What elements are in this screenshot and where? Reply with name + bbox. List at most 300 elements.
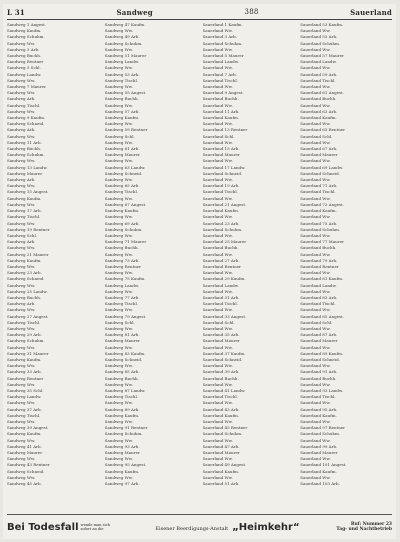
directory-entry: Sandweg Arb.: [7, 301, 36, 307]
directory-entry: Sandweg 77 Arb.: [104, 294, 140, 300]
column-3: [203, 22, 295, 514]
directory-entry: Sandweg Schuhm.: [104, 40, 143, 46]
directory-entry: Sandweg 15 Angest.: [7, 189, 49, 195]
directory-entry: Sauerland Ww.: [202, 474, 233, 480]
directory-entry: Sandweg 39 Angest.: [7, 425, 49, 431]
directory-entry: Sandweg 27 Angest.: [7, 313, 49, 319]
directory-entry: Sauerland Ww.: [300, 325, 331, 331]
page-header: [7, 6, 392, 18]
directory-entry: Sandweg 87 Landw.: [104, 387, 146, 393]
directory-entry: Sandweg Maurer: [104, 338, 140, 344]
directory-entry: Sauerland Schuhm.: [300, 226, 341, 232]
directory-entry: Sauerland Kaufm.: [300, 468, 337, 474]
directory-entry: Sandweg Ww.: [7, 363, 36, 369]
column-1: [7, 22, 99, 514]
directory-entry: Sandweg Landw.: [104, 59, 140, 65]
directory-entry: Sauerland 21 Angest.: [202, 201, 247, 207]
footer-phone: Ruf: Nummer 23: [350, 522, 392, 527]
directory-entry: Sandweg Schneid.: [104, 356, 143, 362]
directory-entry: Sauerland 101 Angest.: [300, 462, 347, 468]
directory-entry: Sandweg Kaufm.: [104, 468, 140, 474]
directory-entry: Sauerland Ww.: [300, 363, 331, 369]
directory-entry: Sauerland Ww.: [202, 270, 233, 276]
directory-entry: Sauerland Ww.: [300, 65, 331, 71]
directory-entry: Sauerland 59 Arb.: [300, 71, 338, 77]
directory-entry: Sauerland Ww.: [202, 121, 233, 127]
footer-headline: Bei Todesfall: [7, 521, 79, 533]
directory-entry: Sandweg Maurer: [7, 450, 43, 456]
directory-entry: Sauerland 31 Arb.: [202, 294, 240, 300]
directory-entry: Sandweg Ww.: [7, 325, 36, 331]
directory-entry: Sauerland Ww.: [300, 28, 331, 34]
directory-entry: Sauerland 29 Kaufm.: [202, 276, 246, 282]
directory-entry: Sauerland Ww.: [202, 28, 233, 34]
directory-entry: Sauerland Kaufm.: [202, 468, 240, 474]
directory-entry: Sandweg 75 Kaufm.: [104, 276, 146, 282]
directory-entry: Sauerland Ww.: [300, 232, 331, 238]
directory-entry: Sauerland 17 Landw.: [202, 164, 246, 170]
directory-entry: Sauerland Ww.: [300, 251, 331, 257]
directory-entry: Sauerland Buchh.: [300, 245, 337, 251]
directory-entry: Sauerland Tischl.: [202, 301, 238, 307]
footer-company: [155, 522, 299, 533]
directory-entry: Sandweg Ww.: [104, 288, 133, 294]
directory-entry: Sandweg Buchh.: [7, 53, 42, 59]
footer-small-text: wende man sich sofort an die: [80, 523, 110, 531]
directory-entry: Sauerland 81 Kaufm.: [300, 276, 344, 282]
directory-entry: Sauerland Rentner: [202, 263, 241, 269]
directory-entry: Sauerland Schuhm.: [300, 40, 341, 46]
directory-entry: Sandweg Kaufm.: [104, 115, 140, 121]
directory-entry: Sauerland Kaufm.: [300, 412, 337, 418]
directory-entry: Sandweg 29 Arb.: [7, 332, 42, 338]
directory-entry: Sauerland Tischl.: [300, 394, 336, 400]
directory-entry: Sauerland Ww.: [300, 121, 331, 127]
directory-entry: Sandweg 43 Rentner: [7, 462, 50, 468]
directory-entry: Sauerland Ww.: [202, 400, 233, 406]
directory-entry: Sauerland Kaufm.: [202, 208, 240, 214]
directory-entry: Sandweg Maurer: [104, 152, 140, 158]
directory-entry: Sauerland 57 Maurer: [300, 53, 344, 59]
directory-entry: Sandweg Buchh.: [104, 375, 139, 381]
directory-entry: Sandweg 71 Maurer: [104, 239, 147, 245]
directory-entry: Sandweg Schuhm.: [104, 431, 143, 437]
directory-entry: Sauerland Ww.: [300, 139, 331, 145]
directory-entry: Sauerland Ww.: [300, 177, 331, 183]
directory-entry: Sandweg Ww.: [7, 263, 36, 269]
directory-entry: Sauerland 55 Arb.: [300, 34, 338, 40]
directory-entry: Sandweg 41 Arb.: [7, 443, 42, 449]
directory-entry: Sauerland Maurer: [300, 152, 338, 158]
directory-entry: Sandweg Tischl.: [104, 77, 139, 83]
directory-entry: Sauerland Maurer: [300, 450, 338, 456]
directory-entry: Sauerland 33 Angest.: [202, 313, 247, 319]
directory-entry: Sauerland Kaufm.: [202, 412, 240, 418]
directory-entry: Sauerland Ww.: [300, 456, 331, 462]
directory-entry: Sauerland Ww.: [202, 177, 233, 183]
directory-entry: Sandweg Ww.: [7, 90, 36, 96]
directory-entry: Sandweg 61 Arb.: [104, 146, 140, 152]
directory-entry: Sauerland 73 Angest.: [300, 201, 344, 207]
directory-entry: Sauerland Maurer: [202, 450, 240, 456]
directory-entry: Sandweg 83 Kaufm.: [104, 350, 146, 356]
directory-entry: Sandweg Schuhm.: [104, 226, 143, 232]
directory-entry: Sauerland Ww.: [202, 102, 233, 108]
directory-entry: Sandweg 95 Angest.: [104, 462, 147, 468]
directory-entry: Sauerland 23 Arb.: [202, 220, 240, 226]
directory-entry: Sauerland Buchh.: [202, 96, 239, 102]
directory-entry: Sandweg Ww.: [104, 139, 133, 145]
directory-entry: Sandweg Tischl.: [104, 189, 139, 195]
directory-entry: Sauerland Tischl.: [202, 189, 238, 195]
directory-entry: Sandweg Buchh.: [7, 294, 42, 300]
directory-entry: Sandweg Ww.: [7, 77, 36, 83]
directory-entry: Sandweg 91 Rentner: [104, 425, 148, 431]
directory-entry: Sandweg Ww.: [104, 381, 133, 387]
directory-entry: Sandweg Ww.: [7, 40, 36, 46]
directory-entry: Sandweg Ww.: [104, 270, 133, 276]
directory-entry: Sauerland Schl.: [202, 133, 235, 139]
directory-entry: Sauerland Ww.: [202, 65, 233, 71]
directory-entry: Sandweg Ww.: [104, 344, 133, 350]
directory-entry: Sandweg Schuhm.: [7, 338, 45, 344]
directory-entry: Sandweg Schl.: [7, 232, 37, 238]
directory-entry: Sandweg 67 Angest.: [104, 201, 147, 207]
directory-entry: Sauerland 93 Landw.: [300, 387, 344, 393]
directory-entry: Sauerland 51 Arb.: [202, 481, 240, 487]
directory-entry: Sauerland 99 Arb.: [300, 443, 338, 449]
directory-entry: Sandweg Tischl.: [7, 102, 41, 108]
column-4: [300, 22, 392, 514]
directory-entry: Sandweg Tischl.: [7, 319, 41, 325]
footer-hours: Tag- und Nachtbetrieb: [336, 527, 392, 532]
directory-entry: Sauerland Ww.: [300, 288, 331, 294]
directory-entry: Sauerland Buchh.: [202, 375, 239, 381]
directory-entry: Sauerland Ww.: [300, 474, 331, 480]
directory-entry: Sandweg Buchh.: [7, 146, 42, 152]
directory-entry: Sandweg 21 Maurer: [7, 251, 49, 257]
directory-entry: Sauerland Ww.: [300, 214, 331, 220]
directory-entry: Sauerland Ww.: [300, 344, 331, 350]
directory-entry: Sauerland 75 Arb.: [300, 220, 338, 226]
directory-entry: Sauerland 89 Kaufm.: [300, 350, 344, 356]
directory-entry: Sandweg Tischl.: [7, 412, 41, 418]
directory-entry: Sauerland 97 Rentner: [300, 425, 346, 431]
directory-entry: Sandweg 11 Arb.: [7, 139, 42, 145]
directory-entry: Sauerland 83 Arb.: [300, 294, 338, 300]
directory-entry: Sandweg Ww.: [7, 437, 36, 443]
directory-entry: Sandweg 7 Maurer: [7, 84, 46, 90]
directory-entry: Sandweg 65 Arb.: [104, 183, 140, 189]
directory-entry: Sandweg Schneid.: [104, 170, 143, 176]
directory-entry: Sandweg Ww.: [104, 363, 133, 369]
directory-entry: Sauerland Schuhm.: [202, 226, 243, 232]
directory-entry: Sandweg 31 Maurer: [7, 350, 49, 356]
footer-company-prefix: Eisener Beerdigungs-Anstalt: [155, 525, 229, 532]
directory-entry: Sandweg Kaufm.: [7, 28, 42, 34]
directory-entry: Sandweg Ww.: [7, 282, 36, 288]
directory-entry: Sandweg 1 Angest.: [7, 22, 47, 27]
directory-entry: Sandweg 49 Arb.: [104, 34, 140, 40]
directory-entry: Sandweg Ww.: [7, 400, 36, 406]
directory-entry: Sauerland Ww.: [202, 325, 233, 331]
directory-entry: Sauerland Schuhm.: [300, 431, 341, 437]
directory-entry: Sauerland Ww.: [300, 381, 331, 387]
directory-entry: Sandweg Ww.: [7, 307, 36, 313]
directory-entry: Sauerland Ww.: [300, 419, 331, 424]
directory-entry: Sauerland Buchh.: [202, 245, 239, 251]
directory-entry: Sauerland Schneid.: [300, 356, 340, 362]
directory-entry: Sauerland Landw.: [202, 59, 239, 65]
directory-entry: Sauerland Ww.: [202, 195, 233, 201]
directory-entry: Sandweg Ww.: [7, 456, 36, 462]
directory-entry: Sauerland Schuhm.: [202, 431, 243, 437]
directory-entry: Sandweg 97 Arb.: [104, 481, 140, 487]
directory-entry: Sandweg Ww.: [104, 121, 133, 127]
directory-entry: Sauerland Ww.: [202, 46, 233, 52]
directory-entry: Sauerland Buchh.: [300, 96, 337, 102]
directory-entry: Sauerland 5 Maurer: [202, 53, 244, 59]
directory-entry: Sauerland 27 Arb.: [202, 257, 240, 263]
directory-entry: Sauerland Schneid.: [202, 356, 243, 362]
directory-entry: Sandweg Tischl.: [104, 301, 139, 307]
directory-entry: Sandweg Arb.: [7, 177, 36, 183]
directory-entry: Sauerland 41 Landw.: [202, 387, 246, 393]
directory-entry: Sauerland Tischl.: [202, 77, 238, 83]
directory-entry: Sandweg Kaufm.: [7, 356, 42, 362]
directory-entry: Sandweg Landw.: [104, 282, 140, 288]
directory-entry: Sandweg Rentner: [7, 59, 44, 65]
directory-entry: Sauerland Tischl.: [300, 77, 336, 83]
directory-entry: Sandweg Arb.: [7, 127, 36, 133]
directory-entry: Sauerland 63 Arb.: [300, 108, 338, 114]
directory-entry: Sauerland 49 Angest.: [202, 462, 247, 468]
directory-entry: Sauerland Ww.: [300, 46, 331, 52]
directory-entry: Sauerland Kaufm.: [202, 115, 240, 121]
directory-entry: Sandweg 51 Maurer: [104, 53, 147, 59]
directory-entry: Sauerland 91 Arb.: [300, 369, 338, 375]
directory-entry: Sauerland 53 Kaufm.: [300, 22, 344, 27]
directory-entry: Sauerland Tischl.: [300, 301, 336, 307]
directory-entry: Sandweg Ww.: [7, 474, 36, 480]
directory-entry: Sauerland Ww.: [202, 139, 233, 145]
directory-entry: Sandweg Schuhm.: [7, 34, 45, 40]
directory-entry: Sandweg 79 Angest.: [104, 313, 147, 319]
directory-entry: Sauerland 25 Maurer: [202, 239, 247, 245]
directory-entry: Sauerland Tischl.: [202, 394, 238, 400]
directory-entry: Sauerland Maurer: [300, 338, 338, 344]
directory-entry: Sauerland Ww.: [202, 419, 233, 424]
directory-entry: Sandweg 9 Kaufm.: [7, 115, 46, 121]
directory-entry: Sandweg 3 Arb.: [7, 46, 40, 52]
directory-entry: Sandweg 5 Schl.: [7, 65, 41, 71]
directory-entry: Sandweg Ww.: [104, 28, 133, 34]
directory-entry: Sandweg Schneid.: [7, 276, 45, 282]
directory-entry: Sauerland Schl.: [300, 133, 333, 139]
directory-entry: Sandweg Ww.: [104, 307, 133, 313]
directory-entry: Sandweg Kaufm.: [104, 412, 140, 418]
directory-entry: Sauerland Ww.: [202, 307, 233, 313]
directory-entry: Sandweg 17 Arb.: [7, 208, 42, 214]
directory-entry: Sandweg Ww.: [7, 158, 36, 164]
directory-entry: Sauerland 43 Arb.: [202, 406, 240, 412]
directory-entry: Sandweg Rentner: [7, 375, 44, 381]
advertisement-footer: [7, 514, 392, 539]
directory-entry: Sandweg Kaufm.: [7, 195, 42, 201]
directory-entry: Sauerland 15 Arb.: [202, 146, 240, 152]
directory-entry: Sandweg Ww.: [7, 344, 36, 350]
directory-entry: Sandweg Ww.: [104, 177, 133, 183]
header-left: L 31: [7, 7, 25, 17]
directory-entry: Sauerland 1 Kaufm.: [202, 22, 243, 27]
directory-entry: Sauerland 3 Arb.: [202, 34, 238, 40]
directory-entry: Sandweg Schuhm.: [7, 152, 45, 158]
directory-entry: Sandweg 35 Schl.: [7, 387, 44, 393]
directory-entry: Sandweg Ww.: [7, 108, 36, 114]
directory-entry: Sauerland Ww.: [300, 195, 331, 201]
directory-entry: Sauerland 71 Arb.: [300, 183, 338, 189]
directory-entry: Sauerland 39 Arb.: [202, 369, 240, 375]
footer-company-name: „Heimkehr“: [232, 521, 300, 533]
directory-entry: Sandweg 25 Landw.: [7, 288, 48, 294]
footer-left-group: [7, 522, 119, 533]
page-number: 388: [244, 8, 259, 16]
directory-entry: Sauerland 13 Rentner: [202, 127, 248, 133]
directory-entry: Sandweg Schneid.: [7, 121, 45, 127]
directory-entry: Sauerland Ww.: [202, 84, 233, 90]
directory-entry: Sauerland Rentner: [300, 263, 339, 269]
directory-columns: [7, 22, 392, 514]
directory-entry: Sauerland Buchh.: [300, 375, 337, 381]
directory-entry: Sandweg Schl.: [104, 319, 135, 325]
directory-entry: Sandweg Ww.: [7, 220, 36, 226]
directory-entry: Sauerland Ww.: [202, 437, 233, 443]
directory-entry: Sauerland Schl.: [300, 319, 333, 325]
directory-entry: Sauerland Kaufm.: [300, 208, 337, 214]
directory-entry: Sandweg Ww.: [104, 456, 133, 462]
directory-entry: Sandweg Ww.: [7, 183, 36, 189]
directory-entry: Sauerland Schuhm.: [202, 40, 243, 46]
directory-entry: Sandweg Buchh.: [104, 245, 139, 251]
directory-entry: Sandweg Landw.: [7, 71, 42, 77]
directory-entry: Sandweg Maurer: [7, 170, 43, 176]
directory-entry: Sauerland Maurer: [202, 338, 240, 344]
directory-entry: Sandweg 81 Arb.: [104, 332, 140, 338]
directory-entry: Sandweg Buchh.: [104, 96, 139, 102]
directory-entry: Sandweg Arb.: [7, 96, 36, 102]
directory-entry: Sandweg Ww.: [104, 474, 133, 480]
directory-entry: Sandweg Ww.: [104, 214, 133, 220]
directory-entry: Sandweg Landw.: [7, 394, 42, 400]
directory-entry: Sauerland Schl.: [202, 319, 235, 325]
directory-entry: Sauerland Schneid.: [202, 170, 243, 176]
directory-entry: Sauerland Tischl.: [300, 189, 336, 195]
directory-entry: Sandweg Ww.: [104, 65, 133, 71]
header-title-left: Sandweg: [116, 7, 153, 17]
directory-entry: Sandweg Ww.: [7, 133, 36, 139]
directory-entry: Sauerland 67 Arb.: [300, 146, 338, 152]
directory-entry: Sandweg Ww.: [104, 437, 133, 443]
directory-entry: Sauerland 47 Arb.: [202, 443, 240, 449]
directory-entry: Sandweg Tischl.: [104, 394, 139, 400]
directory-entry: Sandweg Ww.: [7, 419, 36, 424]
directory-entry: Sandweg 19 Rentner: [7, 226, 50, 232]
directory-entry: Sauerland Kaufm.: [300, 115, 337, 121]
directory-entry: Sandweg 85 Arb.: [104, 369, 140, 375]
directory-entry: Sandweg 89 Arb.: [104, 406, 140, 412]
directory-entry: Sandweg 69 Arb.: [104, 220, 140, 226]
directory-entry: Sauerland 11 Arb.: [202, 108, 240, 114]
directory-entry: Sauerland Ww.: [300, 84, 331, 90]
directory-entry: Sandweg Arb.: [7, 239, 36, 245]
directory-entry: Sandweg Ww.: [104, 158, 133, 164]
directory-entry: Sandweg Kaufm.: [104, 208, 140, 214]
directory-entry: Sauerland 7 Arb.: [202, 71, 238, 77]
directory-entry: Sandweg 23 Arb.: [7, 270, 42, 276]
directory-entry: Sauerland Ww.: [202, 214, 233, 220]
directory-entry: Sandweg Ww.: [104, 46, 133, 52]
directory-entry: Sandweg Schneid.: [7, 468, 45, 474]
directory-entry: Sauerland 85 Angest.: [300, 313, 344, 319]
directory-entry: Sandweg 59 Rentner: [104, 127, 148, 133]
directory-entry: Sauerland 79 Arb.: [300, 257, 338, 263]
directory-entry: Sandweg Ww.: [104, 84, 133, 90]
directory-entry: Sauerland Maurer: [202, 152, 240, 158]
directory-entry: Sauerland Ww.: [202, 158, 233, 164]
directory-entry: Sauerland 45 Rentner: [202, 425, 248, 431]
directory-entry: Sauerland Ww.: [202, 363, 233, 369]
directory-entry: Sauerland 61 Angest.: [300, 90, 344, 96]
directory-entry: Sauerland Ww.: [202, 456, 233, 462]
directory-entry: Sandweg Ww.: [7, 381, 36, 387]
directory-entry: Sauerland Ww.: [300, 437, 331, 443]
directory-entry: Sauerland Ww.: [300, 307, 331, 313]
directory-entry: Sandweg 33 Arb.: [7, 369, 42, 375]
directory-entry: Sandweg 93 Arb.: [104, 443, 140, 449]
directory-entry: Sandweg 57 Arb.: [104, 108, 140, 114]
directory-entry: Sauerland Ww.: [202, 232, 233, 238]
directory-entry: Sauerland Ww.: [300, 270, 331, 276]
directory-page: [3, 4, 396, 539]
directory-entry: Sandweg 63 Landw.: [104, 164, 146, 170]
directory-entry: Sauerland Ww.: [300, 400, 331, 406]
directory-entry: Sandweg Maurer: [104, 450, 140, 456]
directory-entry: Sandweg Ww.: [104, 102, 133, 108]
header-title-right: Sauerland: [350, 7, 392, 17]
directory-entry: Sandweg Ww.: [104, 195, 133, 201]
directory-entry: Sandweg 73 Arb.: [104, 257, 140, 263]
directory-entry: Sauerland Ww.: [202, 251, 233, 257]
directory-entry: Sandweg 45 Arb.: [7, 481, 42, 487]
directory-entry: Sandweg 13 Landw.: [7, 164, 48, 170]
directory-entry: Sandweg Ww.: [7, 245, 36, 251]
directory-entry: Sandweg Ww.: [104, 419, 133, 424]
header-rule: [7, 19, 392, 20]
directory-entry: Sandweg Ww.: [104, 325, 133, 331]
directory-entry: Sauerland 103 Arb.: [300, 481, 340, 487]
directory-entry: Sauerland 69 Landw.: [300, 164, 344, 170]
directory-entry: Sauerland 77 Maurer: [300, 239, 344, 245]
directory-entry: Sandweg Ww.: [104, 251, 133, 257]
directory-entry: Sauerland Schneid.: [300, 170, 340, 176]
footer-contact: [336, 522, 392, 532]
directory-entry: Sauerland Ww.: [202, 288, 233, 294]
directory-entry: Sauerland Landw.: [300, 59, 337, 65]
directory-entry: Sandweg Schl.: [104, 133, 135, 139]
directory-entry: Sauerland 65 Rentner: [300, 127, 346, 133]
directory-entry: Sandweg 55 Angest.: [104, 90, 147, 96]
directory-entry: Sauerland 19 Arb.: [202, 183, 240, 189]
